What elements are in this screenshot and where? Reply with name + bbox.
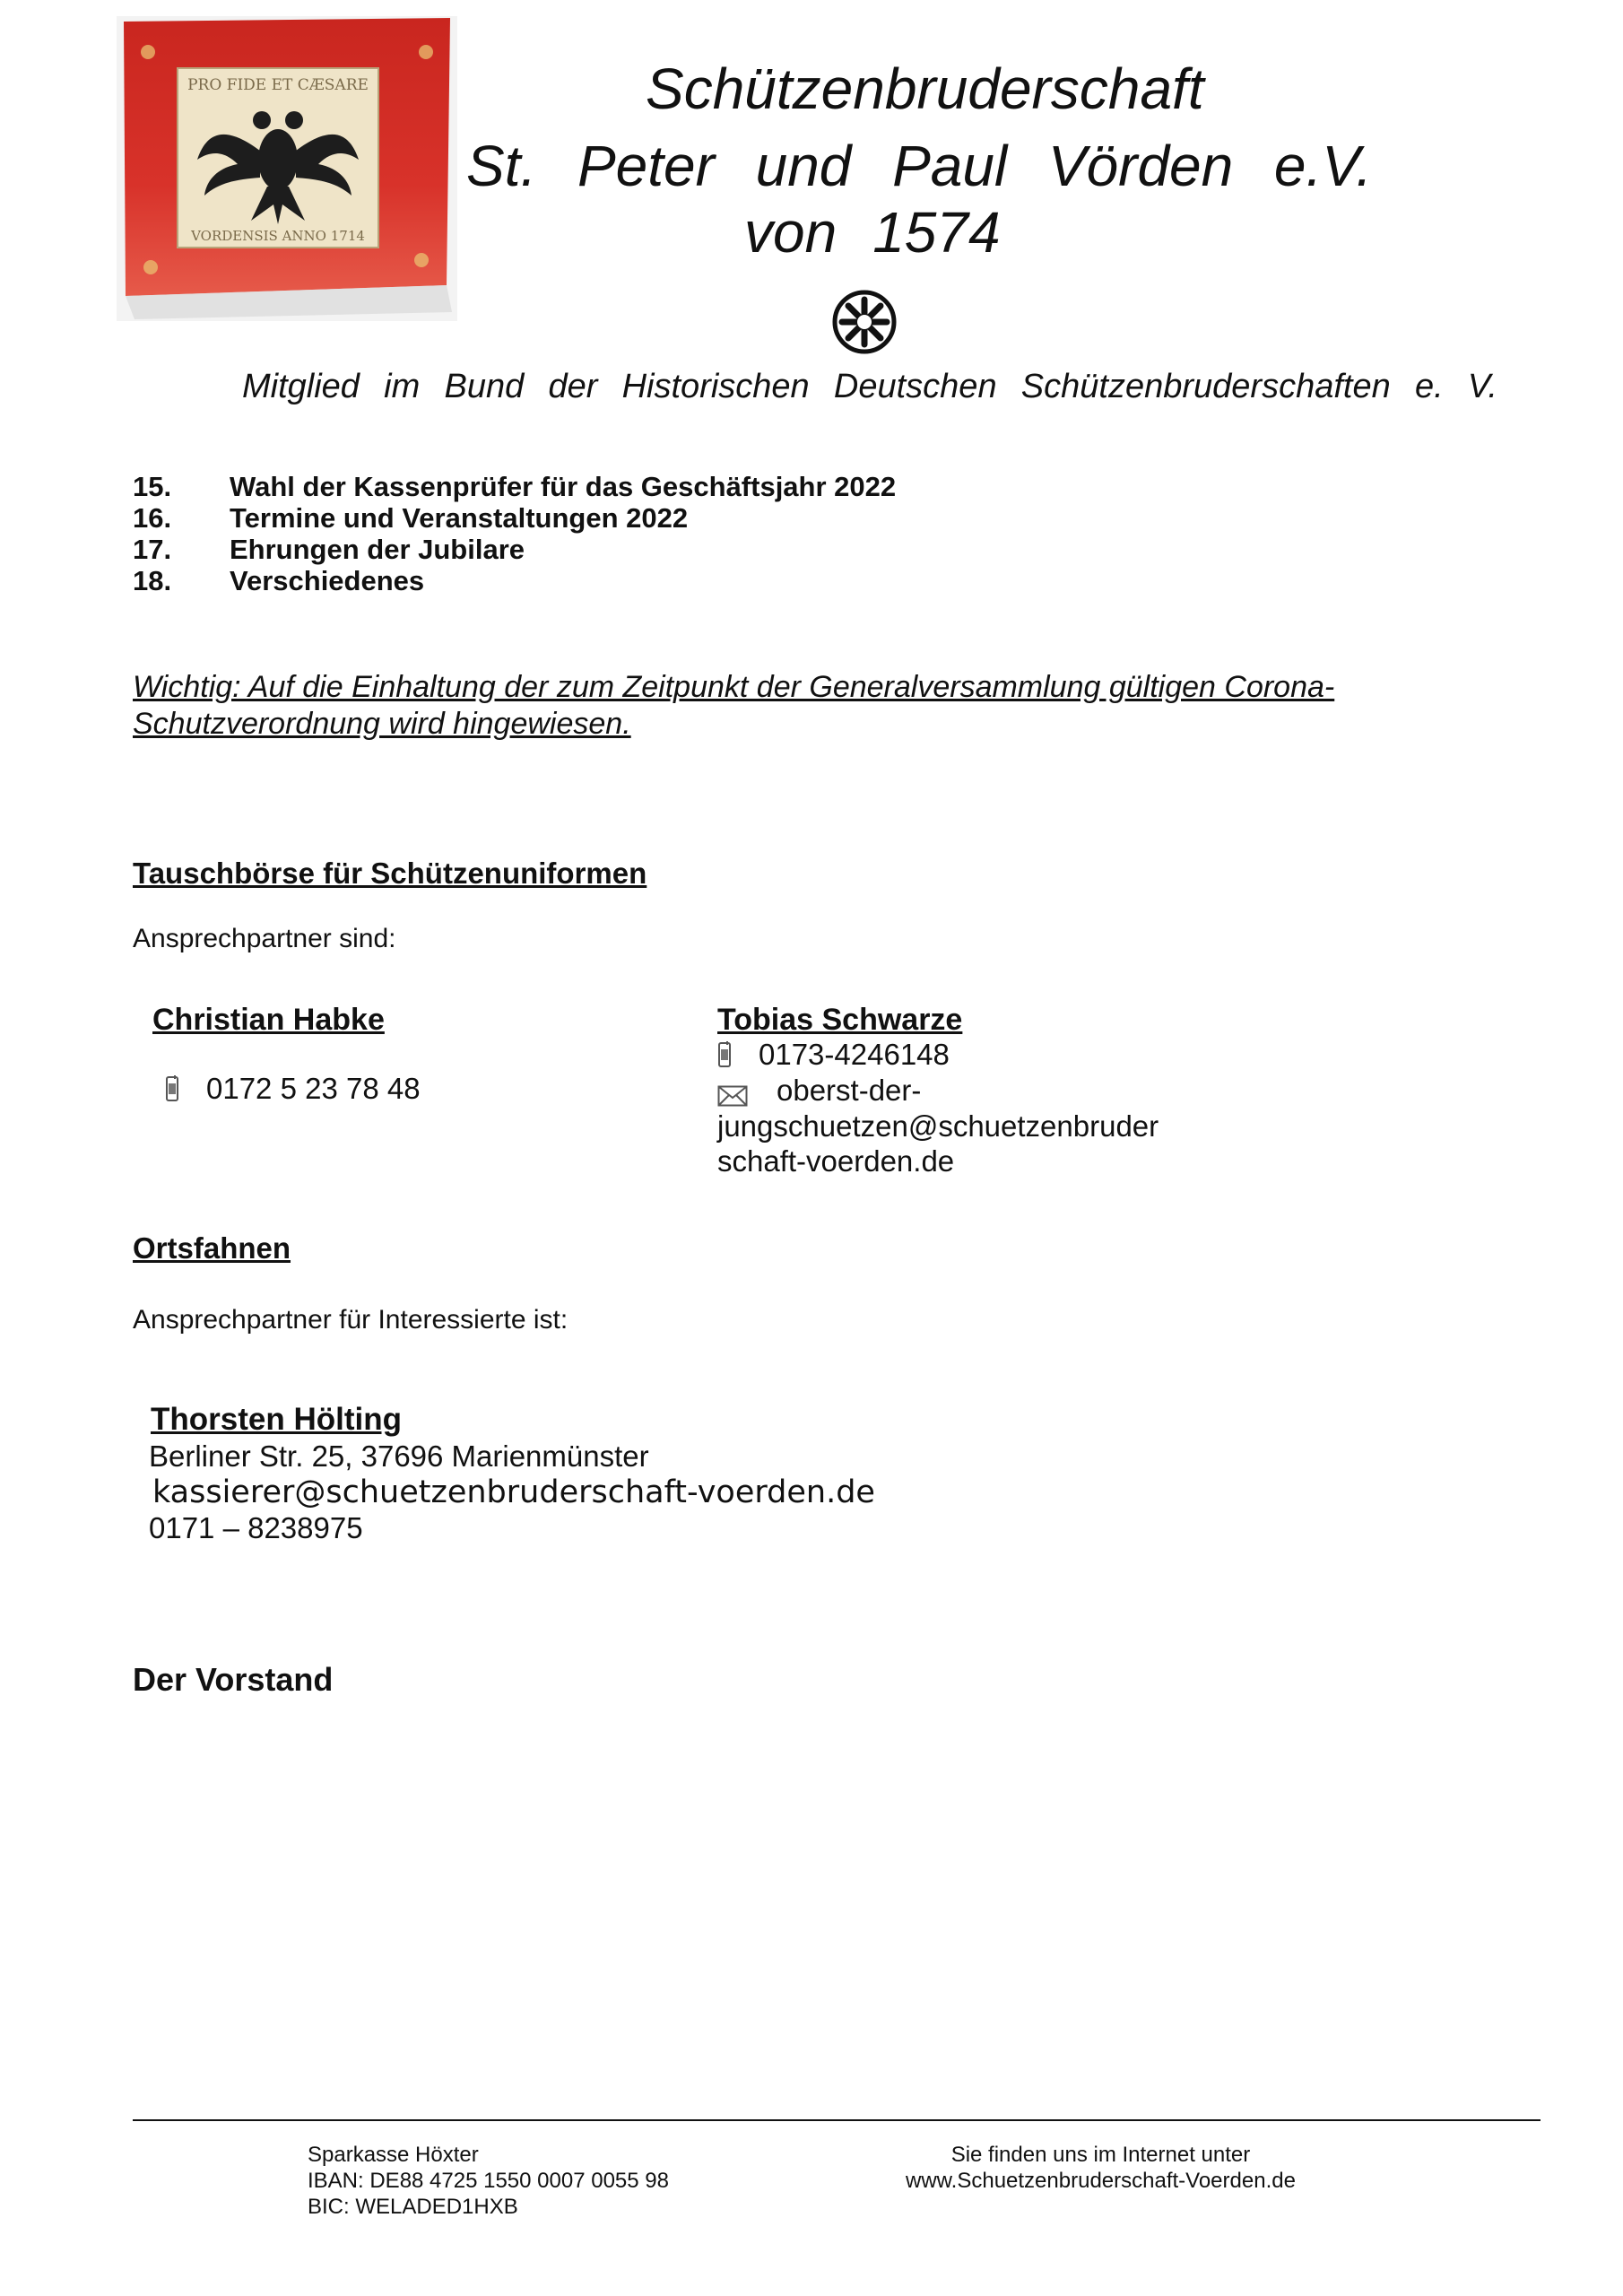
- contact-phone-hoelting: 0171 – 8238975: [149, 1511, 363, 1544]
- title-word: St.: [466, 134, 537, 198]
- title-word: Paul: [892, 134, 1008, 198]
- agenda-item: [133, 534, 896, 565]
- signature: Der Vorstand: [133, 1661, 334, 1698]
- title-word: Peter: [577, 134, 715, 198]
- contact-address-hoelting: Berliner Str. 25, 37696 Marienmünster: [149, 1439, 649, 1473]
- member-word: Deutschen: [833, 368, 997, 405]
- notice-line: Schutzverordnung wird hingewiesen.: [133, 707, 631, 741]
- club-name-line1: Schützenbruderschaft: [646, 57, 1204, 121]
- contact-name-hoelting: Thorsten Hölting: [151, 1402, 402, 1437]
- member-word: der: [548, 368, 598, 405]
- member-word: Schützenbruderschaften: [1020, 368, 1391, 405]
- agenda-number: 15.: [133, 471, 172, 502]
- club-founding-year: [744, 199, 1001, 265]
- website-link[interactable]: www.Schuetzenbruderschaft-Voerden.de: [906, 2169, 1296, 2193]
- contact-name-schwarze: Tobias Schwarze: [717, 1003, 963, 1037]
- email-text[interactable]: schaft-voerden.de: [717, 1144, 955, 1178]
- member-word: Historischen: [621, 368, 810, 405]
- agenda-number: 17.: [133, 534, 172, 565]
- flags-heading: Ortsfahnen: [133, 1231, 291, 1265]
- agenda-text: Ehrungen der Jubilare: [230, 534, 525, 565]
- title-word: Vörden: [1047, 134, 1234, 198]
- title-word: e.V.: [1273, 134, 1372, 198]
- contact-email-hoelting[interactable]: kassierer@schuetzenbruderschaft-voerden.de: [152, 1474, 875, 1510]
- notice-line: Wichtig: Auf die Einhaltung der zum Zeitpunkt der Generalversammlung gültigen Corona-: [133, 670, 1335, 704]
- bank-name: Sparkasse Höxter: [308, 2143, 479, 2167]
- contact-name-habke: Christian Habke: [152, 1003, 385, 1037]
- web-intro: Sie finden uns im Internet unter: [950, 2143, 1251, 2167]
- envelope-icon: [717, 1080, 748, 1101]
- title-word: von: [744, 200, 838, 265]
- footer-divider: [133, 2119, 1541, 2121]
- bank-iban: IBAN: DE88 4725 1550 0007 0055 98: [308, 2169, 669, 2193]
- phone-number: 0173-4246148: [759, 1038, 950, 1071]
- agenda-list: [133, 471, 896, 596]
- emblem-icon: [831, 289, 898, 355]
- mobile-phone-icon: [165, 1075, 179, 1102]
- agenda-text: Wahl der Kassenprüfer für das Geschäftsjahr 2022: [230, 471, 897, 502]
- footer-web-info: [906, 2142, 1296, 2194]
- agenda-item: [133, 471, 896, 502]
- footer-bank-details: [308, 2142, 669, 2220]
- agenda-text: Verschiedenes: [230, 565, 425, 596]
- exchange-heading: Tauschbörse für Schützenuniformen: [133, 857, 647, 890]
- exchange-intro: Ansprechpartner sind:: [133, 924, 396, 953]
- agenda-number: 18.: [133, 565, 172, 596]
- contact-phone-habke: [165, 1072, 421, 1106]
- agenda-text: Termine und Veranstaltungen 2022: [230, 502, 689, 534]
- title-word: 1574: [872, 200, 1001, 265]
- member-word: Bund: [444, 368, 525, 405]
- member-word: V.: [1467, 368, 1497, 405]
- email-text[interactable]: jungschuetzen@schuetzenbruder: [717, 1109, 1159, 1143]
- title-word: und: [755, 134, 852, 198]
- flags-intro: Ansprechpartner für Interessierte ist:: [133, 1305, 568, 1335]
- agenda-item: [133, 565, 896, 596]
- member-word: Mitglied: [242, 368, 360, 405]
- membership-line: [242, 368, 1497, 406]
- corona-notice: [133, 669, 1406, 743]
- banner-motto-bottom: VORDENSIS ANNO 1714: [191, 228, 365, 244]
- member-word: im: [384, 368, 421, 405]
- mobile-phone-icon: [717, 1041, 732, 1068]
- member-word: e.: [1414, 368, 1444, 405]
- banner-motto-top: PRO FIDE ET CÆSARE: [187, 76, 369, 94]
- email-text[interactable]: oberst-der-: [777, 1074, 922, 1107]
- bank-bic: BIC: WELADED1HXB: [308, 2195, 518, 2219]
- agenda-item: [133, 502, 896, 534]
- agenda-number: 16.: [133, 502, 172, 534]
- club-name-line2: [466, 133, 1372, 199]
- banner-image: [117, 16, 457, 321]
- phone-number: 0172 5 23 78 48: [206, 1072, 421, 1105]
- contact-email-schwarze: [717, 1074, 921, 1108]
- contact-phone-schwarze: [717, 1038, 950, 1072]
